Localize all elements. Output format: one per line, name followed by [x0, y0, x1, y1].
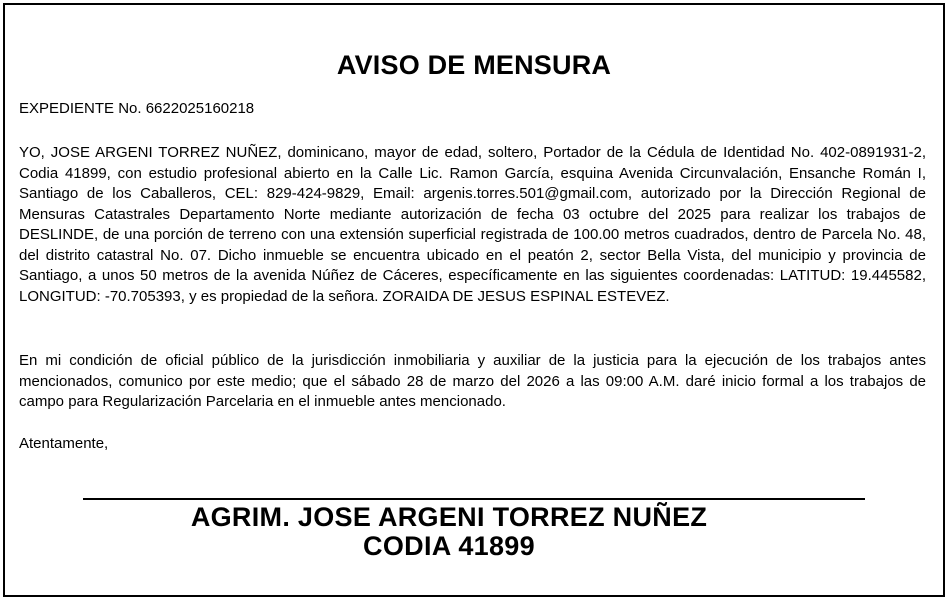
- signature-line: [83, 498, 865, 500]
- notice-body-paragraph-2: En mi condición de oficial público de la jurisdicción inmobiliaria y auxiliar de la justicia para la ejecución de los trabajos antes mencionados, comunico por este medio; que el sábado 28 de marzo del 2026 a las 09:00 A.M. daré inicio formal a los trabajos de campo para Regularización Parcelaria en el inmueble antes mencionado.: [19, 352, 926, 410]
- signature-codia: CODIA 41899: [363, 531, 535, 561]
- notice-frame: [3, 3, 945, 597]
- closing-salutation: Atentamente,: [19, 435, 109, 452]
- signature-name: AGRIM. JOSE ARGENI TORREZ NUÑEZ: [190, 502, 708, 532]
- expediente-number: EXPEDIENTE No. 6622025160218: [19, 100, 255, 117]
- notice-title: AVISO DE MENSURA: [336, 50, 612, 80]
- notice-body-paragraph-1: YO, JOSE ARGENI TORREZ NUÑEZ, dominicano, mayor de edad, soltero, Portador de la Cédula de Identidad No. 402-0891931-2, Codia 41899, con estudio profesional abierto en la Calle Lic. Ramon García, esquina Avenida Circunvalación, Ensanche Román I, Santiago de los Caballeros, CEL: 829-424-9829, Email: argenis.torres.501@gmail.com, autorizado por la Dirección Regional de Mensuras Catastrales Departamento Norte mediante autorización de fecha 03 octubre del 2025 para realizar los trabajos de DESLINDE, de una porción de terreno con una extensión superficial registrada de 100.00 metros cuadrados, dentro de Parcela No. 48, del distrito catastral No. 07. Dicho inmueble se encuentra ubicado en el peatón 2, sector Bella Vista, del municipio y provincia de Santiago, a unos 50 metros de la avenida Núñez de Cáceres, específicamente en las siguientes coordenadas: LATITUD: 19.445582, LONGITUD: -70.705393, y es propiedad de la señora. ZORAIDA DE JESUS ESPINAL ESTEVEZ.: [19, 144, 926, 305]
